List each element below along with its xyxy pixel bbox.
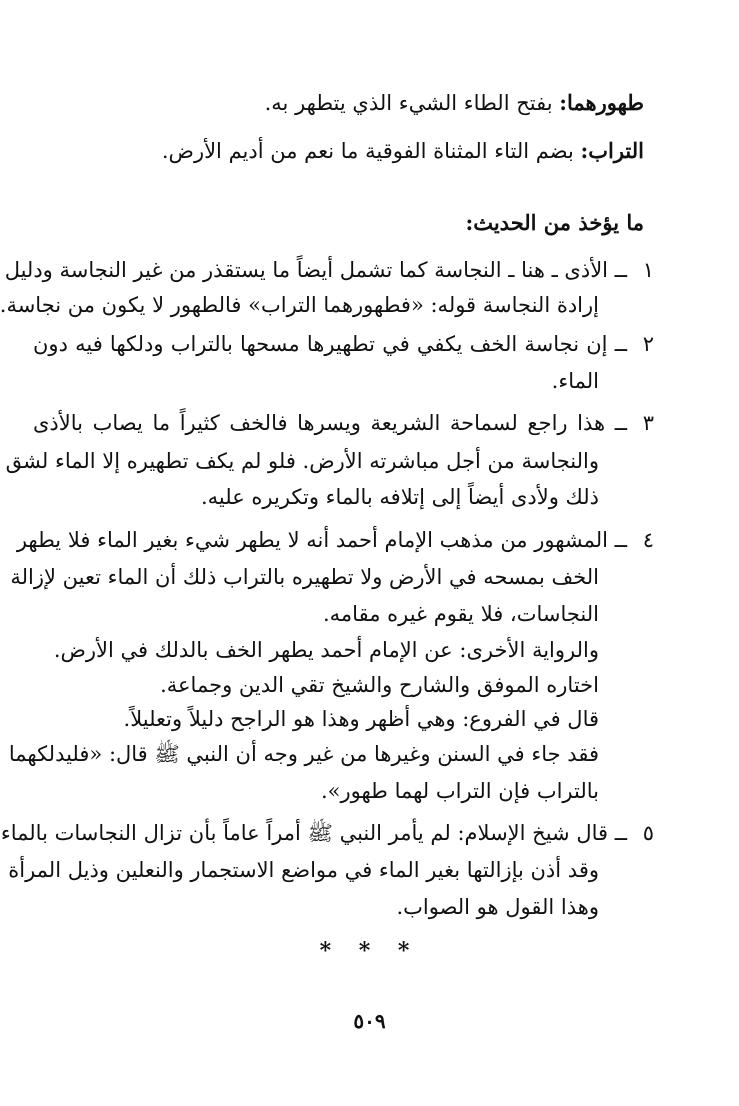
section-heading: ما يؤخذ من الحديث: — [465, 210, 644, 235]
item-line: ــ المشهور من مذهب الإمام أحمد أنه لا يطهر شيء بغير الماء فلا يطهر — [16, 528, 627, 552]
item-number: ٣ — [642, 411, 654, 435]
section-separator: * * * — [319, 938, 420, 964]
glossary-entry — [34, 136, 644, 166]
item-line: وقد أذن بإزالتها بغير الماء في مواضع الاستجمار والنعلين وذيل المرأة — [8, 858, 599, 882]
glossary-term: التراب: — [580, 138, 644, 163]
item-line: إرادة النجاسة قوله: «فطهورهما التراب» فالطهور لا يكون من نجاسة. — [0, 293, 599, 317]
item-line: والنجاسة من أجل مباشرته الأرض. فلو لم يكف تطهيره إلا الماء لشق — [5, 449, 599, 473]
item-line: ذلك ولأدى أيضاً إلى إتلافه بالماء وتكريره عليه. — [200, 485, 599, 509]
glossary-definition: بضم التاء المثناة الفوقية ما نعم من أديم الأرض. — [161, 139, 581, 163]
item-line: ــ قال شيخ الإسلام: لم يأمر النبي ﷺ أمراً عاماً بأن تزال النجاسات بالماء — [0, 821, 627, 845]
glossary-entry — [34, 88, 644, 118]
item-line: النجاسات، فلا يقوم غيره مقامه. — [322, 602, 599, 626]
item-line: اختاره الموفق والشارح والشيخ تقي الدين وجماعة. — [160, 673, 599, 697]
item-line: فقد جاء في السنن وغيرها من غير وجه أن النبي ﷺ قال: «فليدلكهما — [8, 742, 599, 766]
item-line: ــ هذا راجع لسماحة الشريعة ويسرها فالخف كثيراً ما يصاب بالأذى — [33, 411, 627, 435]
item-number: ٥ — [642, 821, 654, 845]
item-number: ١ — [642, 258, 654, 282]
item-number: ٤ — [642, 528, 654, 552]
item-line: بالتراب فإن التراب لهما طهور». — [320, 779, 599, 803]
item-line: ــ إن نجاسة الخف يكفي في تطهيرها مسحها بالتراب ودلكها فيه دون — [33, 332, 627, 356]
item-line: والرواية الأخرى: عن الإمام أحمد يطهر الخف بالدلك في الأرض. — [53, 638, 599, 662]
item-number: ٢ — [642, 332, 654, 356]
glossary-term: طهورهما: — [559, 90, 644, 115]
item-line: ــ الأذى ـ هنا ـ النجاسة كما تشمل أيضاً ما يستقذر من غير النجاسة ودليل — [4, 258, 627, 282]
item-line: الخف بمسحه في الأرض ولا تطهيره بالتراب ذلك أن الماء تعين لإزالة — [10, 565, 599, 589]
page-number: ٥٠٩ — [353, 1009, 386, 1033]
item-line: الماء. — [551, 369, 599, 393]
item-line: وهذا القول هو الصواب. — [396, 895, 599, 919]
item-line: قال في الفروع: وهي أظهر وهذا هو الراجح دليلاً وتعليلاً. — [123, 707, 599, 731]
glossary-definition: بفتح الطاء الشيء الذي يتطهر به. — [264, 91, 560, 115]
